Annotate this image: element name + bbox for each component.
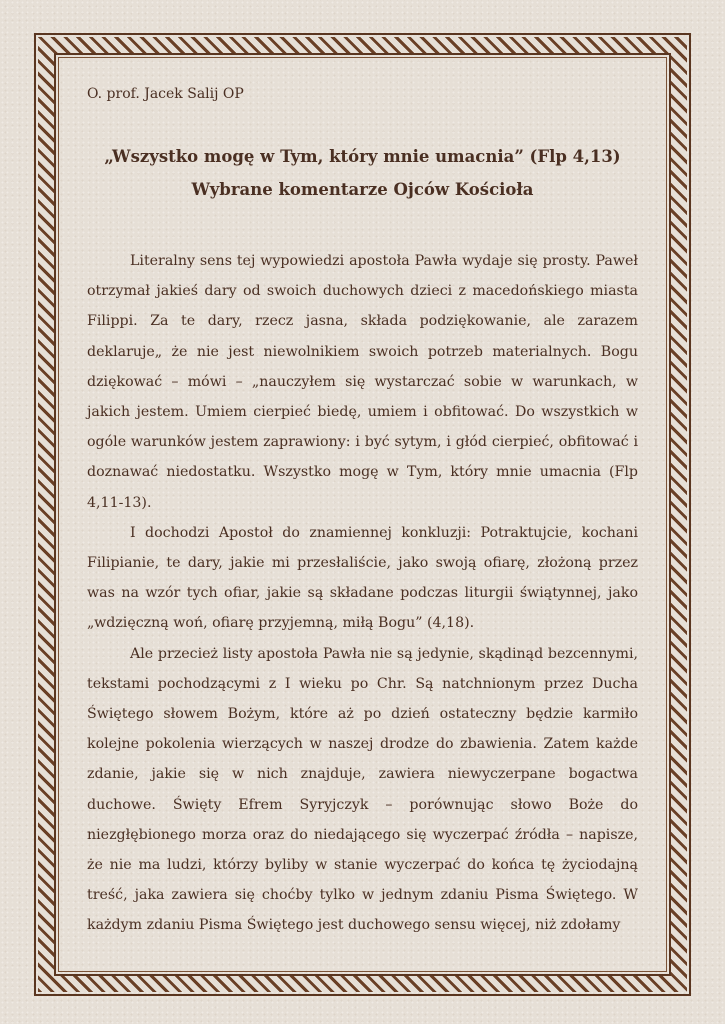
title-line-2: Wybrane komentarze Ojców Kościoła bbox=[191, 180, 534, 199]
paragraph-2: I dochodzi Apostoł do znamiennej konkluzji: Potraktujcie, kochani Filipianie, te dary, jakie mi przesłaliście, jako swoją ofiarę, złożoną przez was na wzór tych ofiar, jakie są składane podczas liturgii świątynnej, jako „wdzięczną woń, ofiarę przyjemną, miłą Bogu” (4,18). bbox=[87, 524, 638, 632]
paragraph-3: Ale przecież listy apostoła Pawła nie są jedynie, skądinąd bezcennymi, tekstami pochodzącymi z I wieku po Chr. Są natchnionym przez Ducha Świętego słowem Bożym, które aż po dzień ostateczny będzie karmiło kolejne pokolenia wierzących w naszej drodze do zbawienia. Zatem każde zdanie, jakie się w nich znajduje, zawiera niewyczerpane bogactwa duchowe. Święty Efrem Syryjczyk – porównując słowo Boże do niezgłębionego morza oraz do niedającego się wyczerpać źródła – napisze, że nie ma ludzi, którzy byliby w stanie wyczerpać do końca tę życiodajną treść, jaka zawiera się choćby tylko w jednym zdaniu Pisma Świętego. W każdym zdaniu Pisma Świętego jest duchowego sensu więcej, niż zdołamy bbox=[87, 645, 638, 934]
document-content bbox=[87, 80, 638, 941]
document-title bbox=[87, 140, 638, 206]
title-line-1: „Wszystko mogę w Tym, który mnie umacnia” (Flp 4,13) bbox=[104, 147, 621, 166]
author-line: O. prof. Jacek Salij OP bbox=[87, 86, 244, 102]
paragraph-1: Literalny sens tej wypowiedzi apostoła Pawła wydaje się prosty. Paweł otrzymał jakieś dary od swoich duchowych dzieci z macedońskiego miasta Filippi. Za te dary, rzecz jasna, składa podziękowanie, ale zarazem deklaruje„ że nie jest niewolnikiem swoich potrzeb materialnych. Bogu dziękować – mówi – „nauczyłem się wystarczać sobie w warunkach, w jakich jestem. Umiem cierpieć biedę, umiem i obfitować. Do wszystkich w ogóle warunków jestem zaprawiony: i być sytym, i głód cierpieć, obfitować i doznawać niedostatku. Wszystko mogę w Tym, który mnie umacnia (Flp 4,11-13). bbox=[87, 253, 638, 511]
